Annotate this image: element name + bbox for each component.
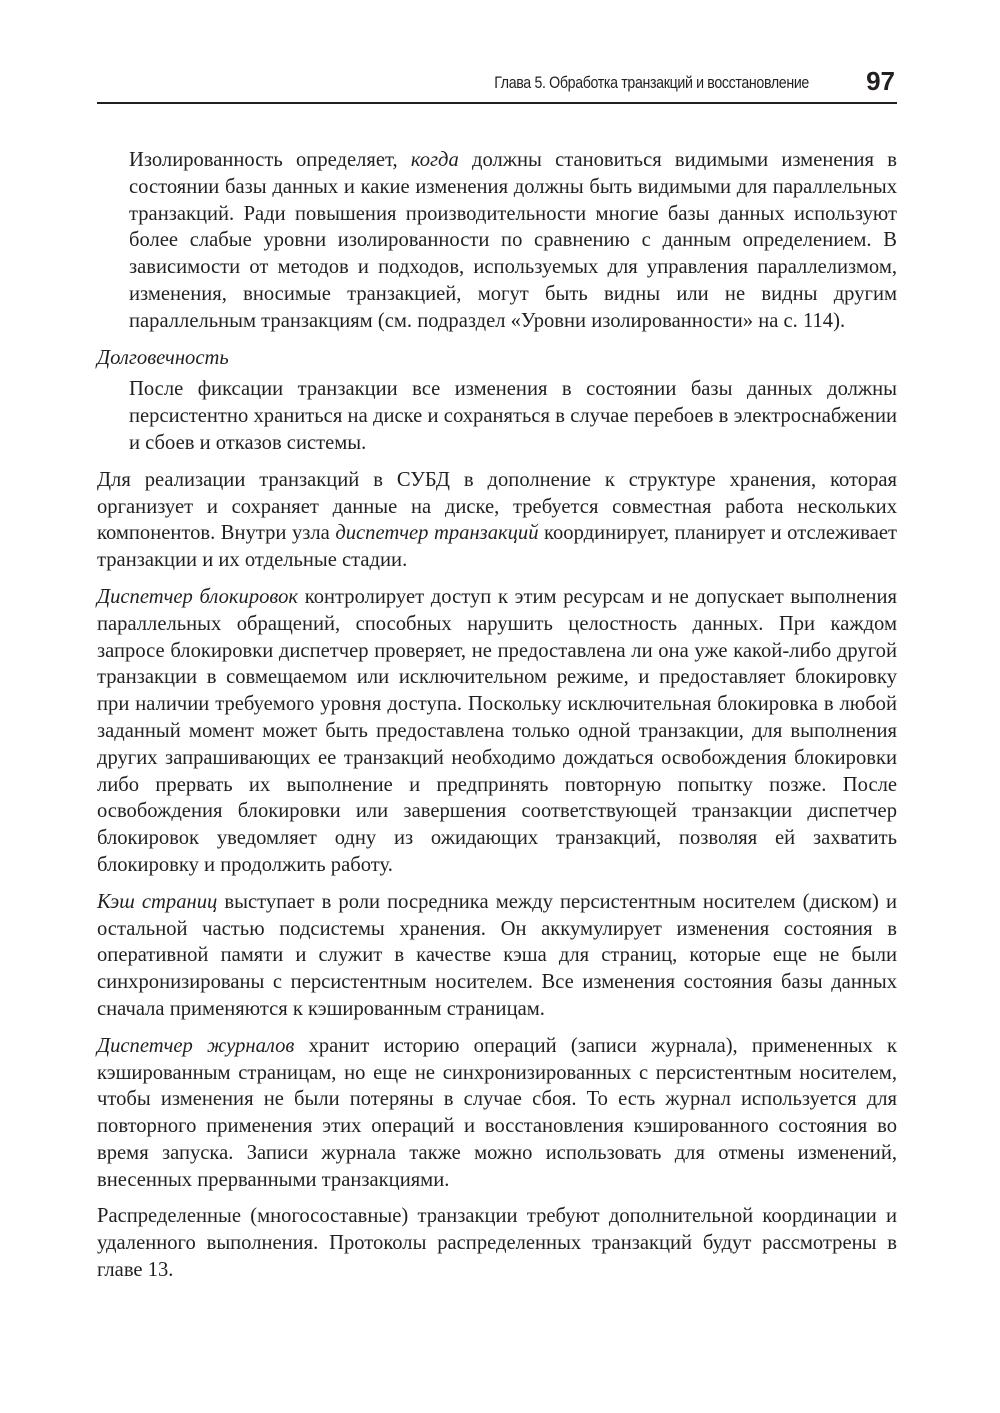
- chapter-title: Глава 5. Обработка транзакций и восстановление: [494, 74, 809, 92]
- page-cache-paragraph: [97, 889, 897, 1023]
- distributed-transactions-paragraph: Распределенные (многосоставные) транзакции требуют дополнительной координации и удаленного выполнения. Протоколы распределенных транзакций будут рассмотрены в главе 13.: [97, 1205, 897, 1282]
- text-run: Изолированность определяет,: [129, 149, 411, 171]
- term-transaction-manager: диспетчер транзакций: [335, 522, 539, 545]
- term-lock-manager: Диспетчер блокировок: [97, 585, 299, 608]
- log-manager-paragraph: [97, 1033, 897, 1194]
- body-text: [97, 147, 897, 1294]
- text-run: контролирует доступ к этим ресурсам и не допускает выполнения параллельных обращений, способных нарушить целостность данных. При каждом запросе блокировки диспетчер проверяет, не предоставлена ли она уже какой-либо другой транзакции в совмещаемом или исключительном режиме, и предоставляет блокировку при наличии требуемого уровня доступа. Поскольку исключительная блокировка в любой заданный момент может быть предоставлена только одной транзакции, для выполнения других запрашивающих ее транзакций необходимо дождаться освобождения блокировки либо прервать их выполнение и предпринять повторную попытку позже. После освобождения блокировки или завершения соответствующей транзакции диспетчер блокировок уведомляет одну из ожидающих транзакций, позволяя ей захватить блокировку и продолжить работу.: [97, 585, 897, 876]
- isolation-definition-paragraph: [129, 147, 897, 335]
- text-run: хранит историю операций (записи журнала), примененных к кэшированным страницам, но еще не синхронизированных с персистентным носителем, чтобы изменения не были потеряны в случае сбоя. То есть журнал используется для повторного применения этих операций и восстановления кэшированного состояния во время запуска. Записи журнала также можно использовать для отмены изменений, внесенных прерванными транзакциями.: [97, 1034, 897, 1191]
- lock-manager-paragraph: [97, 584, 897, 879]
- emphasis-when: когда: [410, 149, 459, 171]
- transaction-components-paragraph: [97, 467, 897, 574]
- page-number: 97: [866, 66, 895, 96]
- durability-definition-paragraph: После фиксации транзакции все изменения в состоянии базы данных должны персистентно храниться на диске и сохраняться в случае перебоев в электроснабжении и сбоев и отказов системы.: [129, 378, 897, 454]
- text-run: выступает в роли посредника между персистентным носителем (диском) и остальной частью подсистемы хранения. Он аккумулирует изменения состояния в оперативной памяти и служит в качестве кэша для страниц, которые еще не были синхронизированы с персистентным носителем. Все изменения состояния базы данных сначала применяются к кэшированным страницам.: [97, 890, 897, 1020]
- term-log-manager: Диспетчер журналов: [97, 1034, 295, 1057]
- text-run: координирует, планирует и отслеживает транзакции и их отдельные стадии.: [97, 522, 898, 572]
- term-page-cache: Кэш страниц: [97, 890, 218, 913]
- durability-heading: Долговечность: [97, 346, 229, 369]
- running-header: [97, 62, 897, 104]
- text-run: Для реализации транзакций в СУБД в дополнение к структуре хранения, которая организует и сохраняет данные на диске, требуется совместная работа нескольких компонентов. Внутри узла: [97, 468, 897, 545]
- text-run: должны становиться видимыми изменения в состоянии базы данных и какие изменения должны быть видимыми для параллельных транзакций. Ради повышения производительности многие базы данных используют более слабые уровни изолированности по сравнению с данным определением. В зависимости от методов и подходов, используемых для управления параллелизмом, изменения, вносимые транзакцией, могут быть видны или не видны другим параллельным транзакциям (см. подраздел «Уровни изолированности» на с. 114).: [129, 149, 897, 332]
